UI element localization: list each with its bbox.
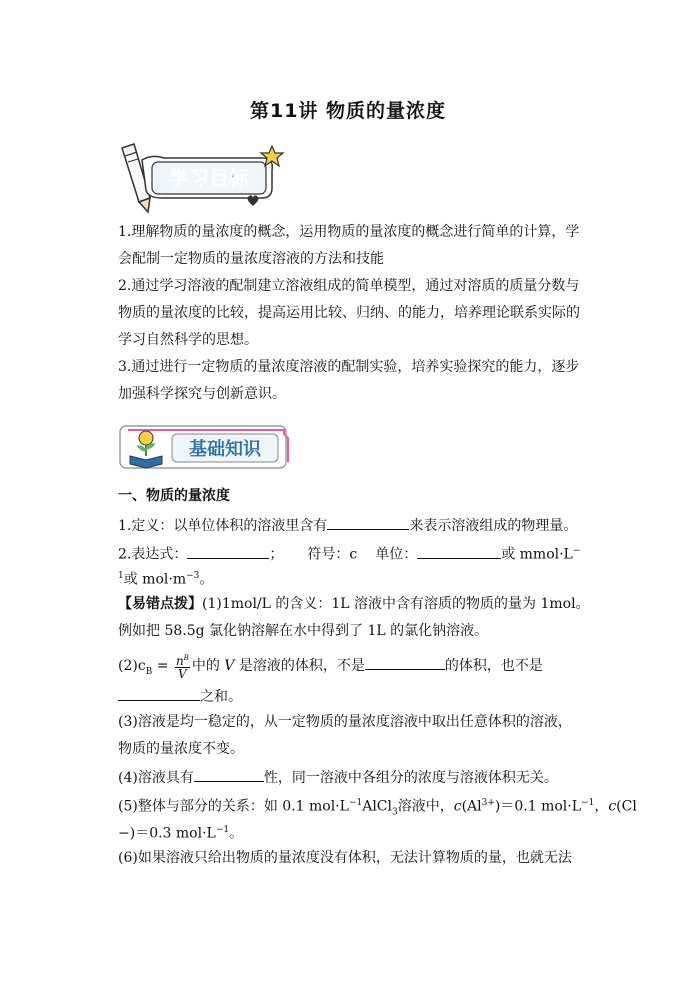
tip-5-formula-sub: 3 <box>392 807 398 818</box>
definition-text-b: 来表示溶液组成的物理量。 <box>409 518 578 534</box>
expression-period: 。 <box>199 571 214 588</box>
unit-alt-1-sup: − <box>572 546 581 556</box>
tip-1-line-2: 例如把 58.5g 氯化钠溶解在水中得到了 1L 的氯化钠溶液。 <box>118 623 489 639</box>
tip-2-blank-1[interactable] <box>365 654 445 670</box>
tip-5-sup-4: −1 <box>215 825 230 835</box>
tip-2-prefix: (2)c <box>118 658 146 674</box>
definition-blank[interactable] <box>327 514 409 530</box>
goals-badge <box>112 140 288 216</box>
expression-line <box>118 541 580 565</box>
tip-5-line-2 <box>118 820 243 844</box>
goals-badge-label: 学习目标 <box>169 166 249 190</box>
tip-5-al: (Al <box>461 798 482 815</box>
tip-4-text-b: 性，同一溶液中各组分的浓度与溶液体积无关。 <box>263 770 558 786</box>
goal-1-line-2: 会配制一定物质的量浓度溶液的方法和技能 <box>118 251 384 267</box>
tip-5-sup-3: −1 <box>581 798 595 808</box>
tip-1-line-1 <box>118 594 590 614</box>
section-1-heading: 一、物质的量浓度 <box>118 488 230 504</box>
goal-3-line-2: 加强科学探究与创新意识。 <box>118 386 286 402</box>
unit-alt-2: 或 mol·m <box>123 571 187 588</box>
tip-5-cl-value: )＝0.3 mol·L <box>129 825 216 842</box>
tip-2-variable: V <box>224 658 235 674</box>
goals-badge-graphic <box>112 140 288 216</box>
tip-5-sup-2: 3+ <box>481 798 495 808</box>
tip-2-blank-2[interactable] <box>118 685 200 701</box>
fraction-numerator <box>175 652 190 668</box>
unit-alt-1-sup-cont: 1 <box>118 571 124 581</box>
definition-text-a: 1.定义：以单位体积的溶液里含有 <box>118 518 328 534</box>
expression-label: 2.表达式： <box>118 546 188 563</box>
goal-2-line-1: 2.通过学习溶液的配制建立溶液组成的简单模型，通过对溶质的质量分数与 <box>118 278 580 294</box>
basics-badge-label: 基础知识 <box>189 439 261 460</box>
expression-line-2 <box>118 566 213 590</box>
tip-label: 【易错点拨】 <box>118 596 202 612</box>
expression-blank[interactable] <box>187 543 269 559</box>
unit-alt-2-sup: −3 <box>186 571 200 581</box>
page-title: 第11讲 物质的量浓度 <box>249 100 447 122</box>
tip-2-equals: = <box>152 658 173 674</box>
tip-2-fraction <box>175 652 190 680</box>
tip-5-comma: ， <box>594 798 609 815</box>
tip-2-text-d: 之和。 <box>200 689 242 705</box>
unit-label: 单位： <box>375 546 418 563</box>
basics-badge-graphic <box>118 422 294 474</box>
tip-5-cl: (Cl <box>616 798 637 815</box>
fraction-numerator-text: n <box>175 654 184 668</box>
tip-5-c-2: c <box>608 798 617 815</box>
fraction-denominator: V <box>178 667 187 681</box>
tip-2-sub: B <box>145 666 153 677</box>
tip-5-c-1: c <box>453 798 462 815</box>
unit-alt-1: 或 mmol·L <box>501 546 573 563</box>
tip-5-text-b: 溶液中， <box>397 798 454 815</box>
definition-line <box>118 514 577 536</box>
goal-2-line-3: 学习自然科学的思想。 <box>118 332 258 348</box>
tip-2-text-b: 是溶液的体积，不是 <box>234 658 365 674</box>
tip-5-period: 。 <box>229 825 244 842</box>
tip-5-formula: AlCl <box>362 798 392 815</box>
goal-3-line-1: 3.通过进行一定物质的量浓度溶液的配制实验，培养实验探究的能力，逐步 <box>118 359 580 375</box>
tip-2-text-a: 中的 <box>191 658 225 674</box>
tip-4-line <box>118 766 558 788</box>
tip-1-text: (1)1mol/L 的含义：1L 溶液中含有溶质的物质的量为 1mol。 <box>202 596 590 612</box>
symbol-text: 符号：c <box>307 546 358 563</box>
tip-5-sup-1: −1 <box>348 798 363 808</box>
fraction-numerator-sup: B <box>183 654 189 662</box>
tip-4-blank[interactable] <box>194 766 264 782</box>
tip-2-line <box>118 652 543 686</box>
tip-5-cl-charge: − <box>118 825 130 842</box>
tip-6-line: (6)如果溶液只给出物质的量浓度没有体积，无法计算物质的量，也就无法 <box>118 850 572 866</box>
tip-5-text-a: (5)整体与部分的关系：如 0.1 mol·L <box>118 798 349 815</box>
goal-2-line-2: 物质的量浓度的比较，提高运用比较、归纳、的能力，培养理论联系实际的 <box>118 305 580 321</box>
tip-5-al-value: )＝0.1 mol·L <box>494 798 582 815</box>
unit-blank[interactable] <box>417 543 501 559</box>
tip-2-text-c: 的体积，也不是 <box>444 658 543 674</box>
goal-1-line-1: 1.理解物质的量浓度的概念，运用物质的量浓度的概念进行简单的计算，学 <box>118 224 580 240</box>
tip-5-line-1 <box>118 793 637 822</box>
expression-semicolon: ； <box>269 546 284 563</box>
tip-3-line-2: 物质的量浓度不变。 <box>118 741 244 757</box>
basics-badge <box>118 422 294 474</box>
tip-4-text-a: (4)溶液具有 <box>118 770 194 786</box>
tip-2-line-2 <box>118 685 242 707</box>
tip-3-line-1: (3)溶液是均一稳定的，从一定物质的量浓度溶液中取出任意体积的溶液， <box>118 714 572 730</box>
